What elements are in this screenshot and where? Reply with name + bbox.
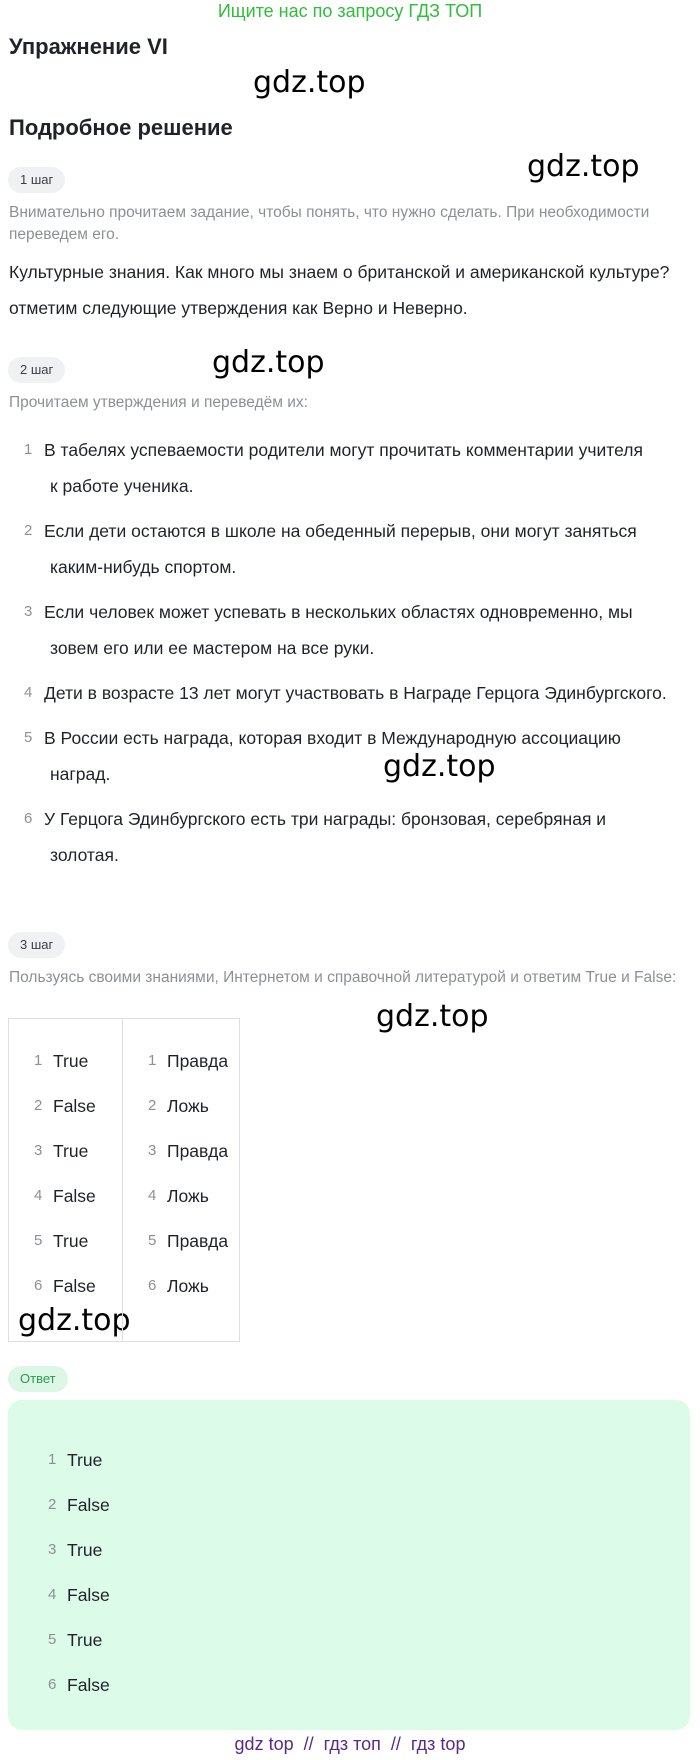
top-banner: Ищите нас по запросу ГДЗ ТОП (217, 1, 483, 21)
task-text: Культурные знания. Как много мы знаем о британской и американской культуре? отметим следующие утверждения как Верно и Неверно. (9, 262, 670, 318)
row-number: 6 (48, 1676, 57, 1693)
watermark: gdz.top (18, 1303, 131, 1338)
row-value: Ложь (167, 1186, 209, 1206)
item-text: В табелях успеваемости родители могут прочитать комментарии учителя (44, 440, 643, 460)
row-value: Ложь (167, 1096, 209, 1116)
item-text: Дети в возрасте 13 лет могут участвовать в Награде Герцога Эдинбургского. (44, 683, 667, 703)
item-text-cont: к работе ученика. (50, 476, 194, 496)
row-number: 5 (148, 1232, 157, 1249)
row-value: Правда (167, 1231, 229, 1251)
row-number: 2 (148, 1097, 157, 1114)
row-number: 6 (148, 1277, 157, 1294)
item-text-cont: наград. (50, 764, 111, 784)
answer-box (8, 1400, 690, 1730)
item-number: 5 (24, 729, 33, 746)
table-column-russian (123, 1019, 240, 1341)
row-value: True (67, 1630, 103, 1650)
row-value: True (53, 1141, 89, 1161)
row-number: 5 (34, 1232, 43, 1249)
row-value: True (67, 1540, 103, 1560)
row-number: 3 (148, 1142, 157, 1159)
row-value: False (67, 1675, 110, 1695)
step-badge: 3 шаг (8, 932, 65, 958)
watermark: gdz.top (212, 345, 325, 380)
row-value: False (53, 1186, 96, 1206)
row-number: 4 (34, 1187, 43, 1204)
footer-links[interactable]: gdz top // гдз топ // гдз top (234, 1734, 466, 1754)
watermark: gdz.top (383, 749, 496, 784)
item-text: У Герцога Эдинбургского есть три награды: бронзовая, серебряная и (44, 809, 607, 829)
item-number: 2 (24, 522, 33, 539)
row-number: 3 (48, 1541, 57, 1558)
row-number: 4 (48, 1586, 57, 1603)
solution-title: Подробное решение (9, 115, 233, 140)
table-column-english (9, 1019, 123, 1341)
item-number: 3 (24, 603, 33, 620)
list-item (9, 720, 689, 792)
item-text: Если дети остаются в школе на обеденный перерыв, они могут заняться (44, 521, 637, 541)
row-value: False (67, 1585, 110, 1605)
row-number: 5 (48, 1631, 57, 1648)
row-value: True (53, 1231, 89, 1251)
row-number: 1 (48, 1451, 57, 1468)
row-number: 2 (48, 1496, 57, 1513)
answer-badge: Ответ (8, 1366, 68, 1392)
row-value: Правда (167, 1141, 229, 1161)
statements-list (9, 432, 689, 882)
row-number: 1 (148, 1052, 157, 1069)
row-value: Ложь (167, 1276, 209, 1296)
row-value: True (53, 1051, 89, 1071)
watermark: gdz.top (253, 65, 366, 100)
row-number: 6 (34, 1277, 43, 1294)
exercise-title: Упражнение VI (9, 34, 168, 59)
step-hint: Прочитаем утверждения и переведём их: (9, 394, 308, 411)
row-value: False (53, 1096, 96, 1116)
watermark: gdz.top (376, 999, 489, 1034)
step-hint: Внимательно прочитаем задание, чтобы понять, что нужно сделать. При необходимости переведем его. (9, 204, 650, 243)
row-number: 3 (34, 1142, 43, 1159)
list-item (9, 432, 689, 504)
item-number: 6 (24, 810, 33, 827)
row-value: Правда (167, 1051, 229, 1071)
step-hint: Пользуясь своими знаниями, Интернетом и справочной литературой и ответим True и False: (9, 969, 677, 986)
row-number: 2 (34, 1097, 43, 1114)
list-item (9, 513, 689, 585)
watermark: gdz.top (527, 149, 640, 184)
item-number: 4 (24, 684, 33, 701)
item-text-cont: каким-нибудь спортом. (50, 557, 237, 577)
list-item (9, 594, 689, 666)
answer-table (8, 1018, 240, 1342)
item-text-cont: золотая. (50, 845, 119, 865)
row-number: 1 (34, 1052, 43, 1069)
step-badge: 1 шаг (8, 167, 65, 193)
list-item (9, 801, 689, 873)
step-badge: 2 шаг (8, 357, 65, 383)
item-text-cont: зовем его или ее мастером на все руки. (50, 638, 375, 658)
list-item (9, 675, 689, 711)
row-value: False (53, 1276, 96, 1296)
item-text: Если человек может успевать в нескольких областях одновременно, мы (44, 602, 633, 622)
row-value: True (67, 1450, 103, 1470)
row-value: False (67, 1495, 110, 1515)
item-text: В России есть награда, которая входит в Международную ассоциацию (44, 728, 621, 748)
item-number: 1 (24, 441, 33, 458)
row-number: 4 (148, 1187, 157, 1204)
